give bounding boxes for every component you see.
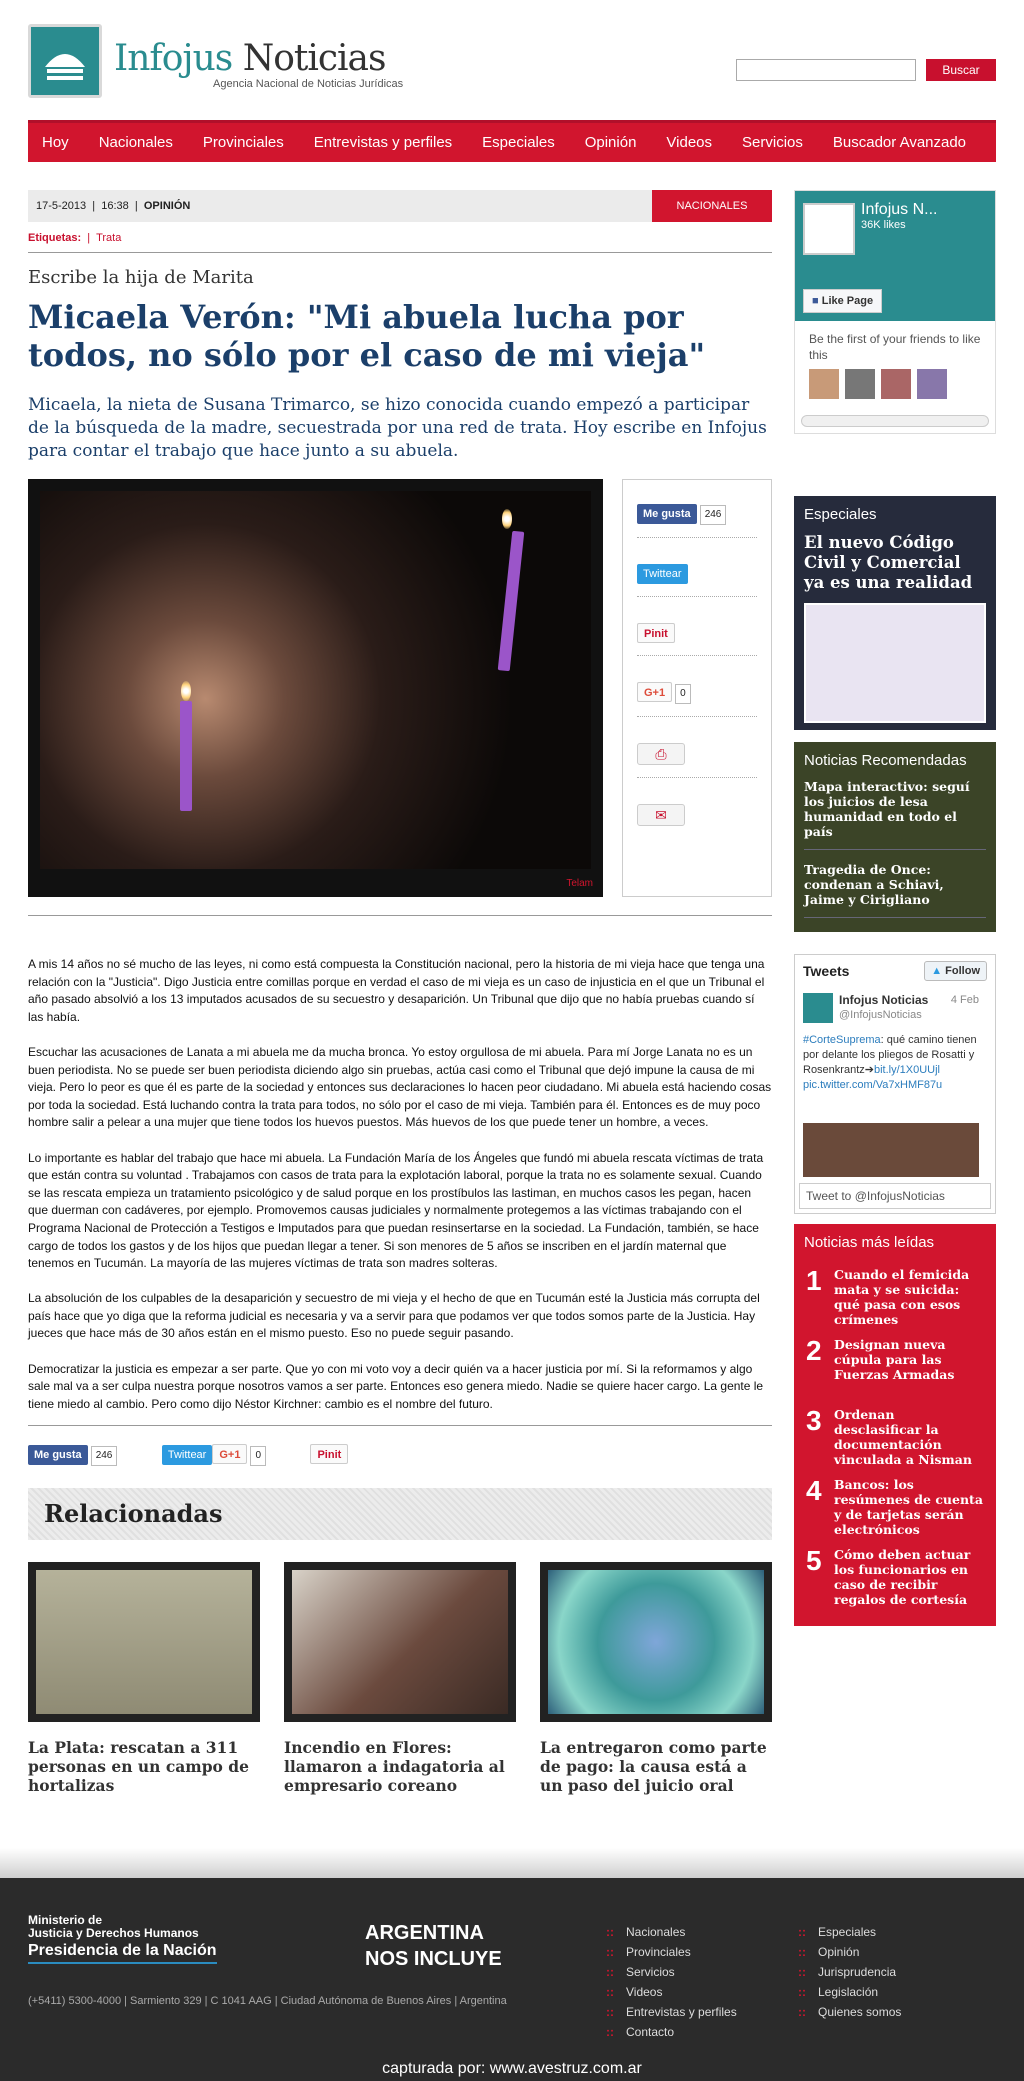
article-paragraph: Lo importante es hablar del trabajo que hace mi abuela. La Fundación María de los Ángeles que fundó mi abuela rescata víctimas de trata que están contra su voluntad . Trabajamos con casos de trata para la explotación laboral, porque la trata no es solamente sexual. Cuando se las rescata empieza un tratamiento psicológico y de salud porque en los prostíbulos las lastiman, en muchos casos les pegan, hacen que duerman con cadáveres, por ejemplo. Promovemos causas judiciales y normalmente protegemos a las víctimas trabajando con el Programa Nacional de Protección a Testigos e Imputados para que puedan resinsertarse en la sociedad. La Fundación, también, se hace cargo de todos los gastos y de los hijos que puedan llegar a tener. Si son menores de 5 años se inscriben en el jardín maternal que tenemos en Tucumán. La mayoría de las mujeres víctimas de trata son madres solteras. — [28, 1150, 764, 1271]
footer-link[interactable]: :: Opinión — [798, 1942, 901, 1962]
tweet-hashtag[interactable]: #CorteSuprema — [803, 1034, 881, 1046]
tags-label: Etiquetas: — [28, 232, 82, 244]
especiales-block[interactable] — [794, 496, 996, 730]
related-list — [28, 1562, 772, 1802]
tweet-author[interactable]: Infojus Noticias — [839, 993, 929, 1007]
facebook-likes: 36K likes — [861, 219, 906, 231]
gplus-button[interactable]: G+1 — [212, 1444, 247, 1464]
related-image[interactable] — [28, 1562, 260, 1722]
footer-link[interactable]: :: Entrevistas y perfiles — [606, 2002, 737, 2022]
related-title[interactable]: La Plata: rescatan a 311 personas en un campo de hortalizas — [28, 1738, 249, 1796]
candle-left — [180, 701, 192, 811]
article-lead: Micaela, la nieta de Susana Trimarco, se hizo conocida cuando empezó a participar de la búsqueda de la madre, secuestrada por una red de trata. Hoy escribe en Infojus para contar el trabajo que hace junto a su abuela. — [28, 395, 767, 461]
footer-address: (+5411) 5300-4000 | Sarmiento 329 | C 1041 AAG | Ciudad Autónoma de Buenos Aires | Argentina — [28, 1995, 507, 2007]
facebook-friends — [795, 321, 995, 409]
divider — [637, 655, 757, 656]
article-paragraph: La absolución de los culpables de la desaparición y secuestro de mi vieja y el hecho de que en Tucumán esté la Justicia más corrupta del país hace que yo diga que la reforma judicial es necesaria y va a servir para que podamos ver que todos somos parte de la Justicia. Hay jueces que hace más de 30 años están en el mismo puesto. Eso no puede seguir pasando. — [28, 1291, 760, 1341]
article-body — [28, 956, 772, 1413]
logo-tagline: Agencia Nacional de Noticias Jurídicas — [213, 78, 404, 90]
rank-number: 1 — [806, 1265, 822, 1296]
friend-avatars — [809, 369, 981, 399]
article-photo[interactable] — [28, 479, 603, 897]
tweet-text — [803, 1033, 979, 1093]
ministry-logo[interactable] — [28, 1914, 199, 1940]
logo-name-a: Infojus — [114, 38, 233, 79]
twitter-follow-button[interactable] — [924, 961, 987, 981]
divider — [28, 915, 772, 916]
mas-leida-title[interactable]: Designan nueva cúpula para las Fuerzas Armadas — [834, 1337, 955, 1382]
photo-credit: Telam — [566, 878, 593, 889]
article-paragraph: A mis 14 años no sé mucho de las leyes, ni como está compuesta la Constitución nacional, pero la historia de mi vieja hace que tenga una relación con la "Justicia". Digo Justicia entre comillas porque en verdad el caso de mi vieja es un caso de injusticia en el que un Tribunal el año pasado absolvió a los 13 imputados acusados de su secuestro y desaparición. Un Tribunal que dijo que no había pruebas cuando sí las había. — [28, 957, 765, 1024]
section-tag[interactable]: NACIONALES — [652, 190, 772, 222]
article-headline: Micaela Verón: "Mi abuela lucha por todos, no sólo por el caso de mi vieja" — [28, 298, 706, 374]
especiales-image[interactable] — [804, 603, 986, 723]
rank-number: 2 — [806, 1335, 822, 1366]
facebook-cover[interactable] — [795, 191, 995, 321]
avatar[interactable] — [845, 369, 875, 399]
tweet-button[interactable]: Twittear — [162, 1445, 213, 1465]
footer-link[interactable]: :: Quienes somos — [798, 2002, 901, 2022]
related-image[interactable] — [540, 1562, 772, 1722]
tag-link[interactable]: Trata — [96, 232, 122, 244]
related-card[interactable] — [284, 1562, 516, 1795]
recomendadas-heading: Noticias Recomendadas — [804, 752, 967, 769]
tweet-body: : qué camino tienen por delante los pliegos de Rosatti y Rosenkrantz➔ — [803, 1034, 977, 1076]
pinit-button[interactable]: Pinit — [310, 1444, 348, 1464]
facebook-like-button[interactable]: Me gusta — [28, 1445, 88, 1465]
footer-link[interactable]: :: Servicios — [606, 1962, 737, 1982]
mas-leida-item[interactable] — [804, 1265, 986, 1329]
especiales-heading[interactable]: Especiales — [804, 506, 877, 523]
nav-item-videos[interactable]: Videos — [666, 134, 713, 151]
footer-link[interactable]: :: Provinciales — [606, 1942, 737, 1962]
logo-wordmark[interactable] — [114, 38, 385, 79]
divider — [637, 777, 757, 778]
article-paragraph: Escuchar las acusaciones de Lanata a mi abuela me da mucha bronca. Yo estoy orgullosa de mi abuela. Para mí Jorge Lanata no es un buen periodista. No se puede ser buen periodista diciendo algo sin pruebas, actúa casi como el Tribunal que dejó impune la causa de mi vieja. Pero lo peor es que él es parte de la sociedad y entonces sus declaraciones lo hacen peor ciudadano. Mi abuela está haciendo cosas por toda la sociedad. Está luchando contra la trata para todos, no sólo por el caso de mi vieja. También para él. Entonces es de muy poco hombre salir a pelear a una mujer que tiene todos los huevos puestos. Más huevos de los que puede tener un hombre, a veces. — [28, 1044, 772, 1130]
mas-leida-title[interactable]: Cómo deben actuar los funcionarios en caso de recibir regalos de cortesía — [834, 1547, 971, 1607]
rank-number: 3 — [806, 1405, 822, 1436]
mas-leidas-heading: Noticias más leídas — [804, 1234, 935, 1251]
article-kicker: Escribe la hija de Marita — [28, 267, 254, 288]
tweet-button[interactable]: Twittear — [637, 564, 688, 584]
tags: Etiquetas: | Trata — [28, 232, 772, 253]
mas-leida-item[interactable] — [804, 1545, 986, 1609]
ministry-line-1: Ministerio de — [28, 1913, 103, 1927]
recomendada-link[interactable]: Tragedia de Once: condenan a Schiavi, Jaime y Cirigliano — [804, 862, 986, 918]
printer-icon[interactable]: ⎙ — [637, 743, 685, 765]
mas-leida-item[interactable] — [804, 1335, 986, 1399]
related-title[interactable]: La entregaron como parte de pago: la causa está a un paso del juicio oral — [540, 1738, 767, 1796]
facebook-page-logo[interactable] — [803, 203, 855, 255]
especiales-title[interactable]: El nuevo Código Civil y Comercial ya es una realidad — [804, 533, 973, 592]
facebook-scrollbar[interactable] — [801, 415, 989, 427]
ministry-line-2: Justicia y Derechos Humanos — [28, 1926, 199, 1940]
avatar[interactable] — [809, 369, 839, 399]
mas-leida-title[interactable]: Cuando el femicida mata y se suicida: qué pasa con esos crímenes — [834, 1267, 970, 1327]
footer-shadow — [0, 1848, 1024, 1878]
like-count: 246 — [700, 505, 727, 525]
mas-leida-title[interactable]: Ordenan desclasificar la documentación vinculada a Nisman — [834, 1407, 972, 1467]
article-column — [28, 190, 772, 1802]
pinit-button[interactable]: Pinit — [637, 623, 675, 643]
facebook-f-icon: ■ — [812, 295, 819, 307]
media-row — [28, 479, 772, 897]
avatar[interactable] — [803, 993, 833, 1023]
avatar[interactable] — [917, 369, 947, 399]
nav-item-especiales[interactable]: Especiales — [482, 134, 555, 151]
tweet-image[interactable] — [803, 1123, 979, 1177]
nav-item-servicios[interactable]: Servicios — [742, 134, 803, 151]
footer-link[interactable]: :: Legislación — [798, 1982, 901, 2002]
rank-number: 5 — [806, 1545, 822, 1576]
tweet-link[interactable]: bit.ly/1X0UUjl — [873, 1064, 940, 1076]
candle-right — [498, 531, 525, 671]
related-title[interactable]: Incendio en Flores: llamaron a indagatoria al empresario coreano — [284, 1738, 505, 1796]
avatar[interactable] — [881, 369, 911, 399]
bottom-share-bar — [28, 1444, 772, 1468]
site-header — [28, 24, 996, 104]
tweets-heading: Tweets — [803, 963, 850, 979]
article-paragraph: Democratizar la justicia es empezar a ser parte. Que yo con mi voto voy a decir quién va a hacer justicia por mí. Si la reformamos y algo sale mal va a ser culpa nuestra porque nosotros vamos a ser parte. Entonces eso genera miedo. Nadie se quiere hacer cargo. La gente le tiene miedo al cambio. Pero como dijo Néstor Kirchner: cambio es el nombre del futuro. — [28, 1361, 764, 1411]
photo-image — [40, 491, 591, 869]
tweet-link[interactable]: pic.twitter.com/Va7xHMF87u — [803, 1079, 943, 1091]
nav-item-hoy[interactable]: Hoy — [42, 134, 69, 151]
footer-link[interactable]: :: Contacto — [606, 2022, 737, 2042]
logo-icon[interactable] — [28, 24, 102, 98]
footer-links-1 — [606, 1922, 737, 2042]
mas-leida-item[interactable] — [804, 1405, 986, 1469]
follow-label: Follow — [945, 965, 980, 977]
recomendada-link[interactable]: Mapa interactivo: seguí los juicios de lesa humanidad en todo el país — [804, 779, 986, 850]
main-nav — [28, 120, 996, 162]
divider — [28, 1425, 772, 1426]
site-footer — [0, 1878, 1024, 2081]
sidebar — [794, 190, 996, 1626]
mas-leida-item[interactable] — [804, 1475, 986, 1539]
like-page-label: Like Page — [821, 295, 874, 307]
logo-name-b: Noticias — [242, 38, 386, 79]
nav-item-provinciales[interactable]: Provinciales — [202, 134, 284, 151]
twitter-bird-icon: ▲ — [931, 965, 943, 977]
article-time: 16:38 — [101, 200, 129, 212]
footer-link[interactable]: :: Especiales — [798, 1922, 901, 1942]
footer-links-2 — [798, 1922, 901, 2022]
footer-link[interactable]: :: Videos — [606, 1982, 737, 2002]
article-meta: 17-5-2013 | 16:38 | OPINIÓN NACIONALES — [28, 190, 772, 222]
article-category[interactable]: OPINIÓN — [143, 200, 191, 212]
mas-leidas-block — [794, 1224, 996, 1626]
facebook-like-button[interactable]: Me gusta — [637, 504, 697, 524]
gplus-count: 0 — [250, 1446, 266, 1466]
article-date: 17-5-2013 — [36, 200, 87, 212]
envelope-icon[interactable]: ✉ — [637, 804, 685, 826]
search-input[interactable] — [736, 59, 916, 81]
argentina-logo — [365, 1920, 502, 1972]
share-box — [622, 479, 772, 897]
nav-item-entrevistas[interactable]: Entrevistas y perfiles — [313, 134, 453, 151]
twitter-widget — [794, 954, 996, 1214]
footer-link[interactable]: :: Jurisprudencia — [798, 1962, 901, 1982]
nav-item-nacionales[interactable]: Nacionales — [98, 134, 173, 151]
argentina-line-2: NOS INCLUYE — [365, 1948, 502, 1970]
capture-credit: capturada por: www.avestruz.com.ar — [382, 2060, 642, 2077]
rank-number: 4 — [806, 1475, 822, 1506]
divider — [637, 537, 757, 538]
related-image[interactable] — [284, 1562, 516, 1722]
related-heading: Relacionadas — [28, 1488, 772, 1540]
facebook-friends-text: Be the first of your friends to like this — [809, 332, 981, 362]
facebook-page-name[interactable]: Infojus N... — [861, 201, 938, 218]
tweet-date[interactable]: 4 Feb — [950, 994, 979, 1006]
facebook-widget — [794, 190, 996, 434]
related-card[interactable] — [540, 1562, 772, 1795]
related-card[interactable] — [28, 1562, 260, 1795]
gplus-count: 0 — [675, 684, 691, 704]
nav-item-buscador[interactable]: Buscador Avanzado — [832, 134, 967, 151]
footer-link[interactable]: :: Nacionales — [606, 1922, 737, 1942]
mas-leida-title[interactable]: Bancos: los resúmenes de cuenta y de tarjetas serán electrónicos — [834, 1477, 983, 1537]
divider — [637, 596, 757, 597]
tweet-to-input[interactable]: Tweet to @InfojusNoticias — [799, 1183, 991, 1209]
flame-right — [502, 509, 512, 529]
tweet-handle[interactable]: @InfojusNoticias — [839, 1009, 922, 1021]
recomendadas-block — [794, 742, 996, 932]
presidency-label[interactable]: Presidencia de la Nación — [28, 1942, 217, 1964]
flame-left — [181, 681, 191, 701]
divider — [637, 716, 757, 717]
argentina-line-1: ARGENTINA — [365, 1922, 484, 1944]
facebook-like-page-button[interactable] — [803, 289, 882, 313]
nav-item-opinion[interactable]: Opinión — [584, 134, 637, 151]
gplus-button[interactable]: G+1 — [637, 682, 672, 702]
like-count: 246 — [91, 1446, 118, 1466]
search-button[interactable]: Buscar — [926, 59, 996, 81]
